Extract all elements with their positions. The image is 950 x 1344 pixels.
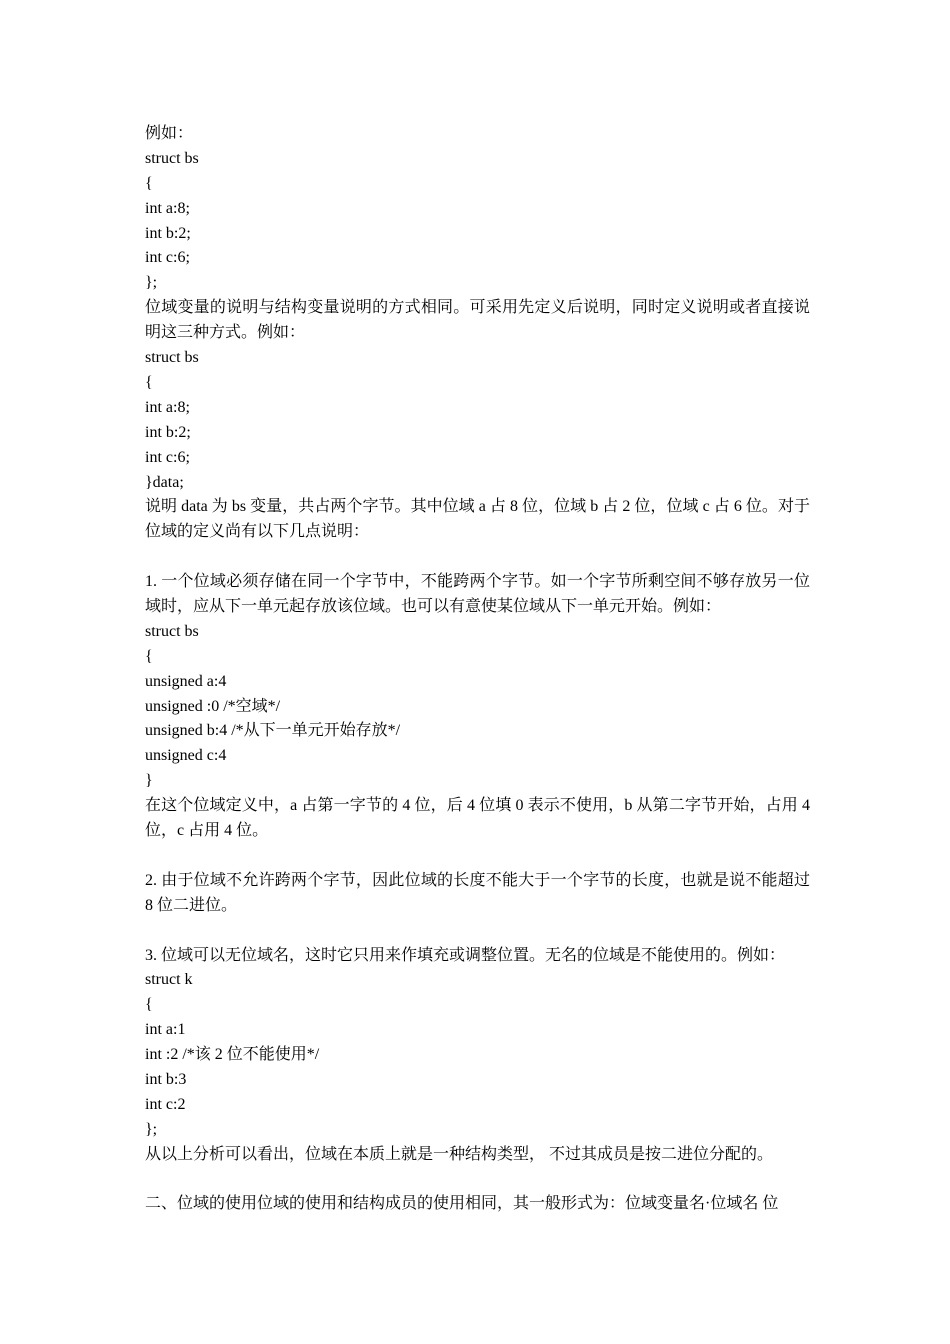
blank-line [145, 545, 810, 570]
code-line: { [145, 996, 153, 1014]
paragraph: 在这个位域定义中，a 占第一字节的 4 位，后 4 位填 0 表示不使用，b 从第二字节开始，占用 4 位，c 占用 4 位。 [145, 797, 810, 840]
code-line: { [145, 373, 153, 391]
code-line: int c:2 [145, 1095, 186, 1113]
text-line: 例如： [145, 125, 194, 142]
paragraph: 2. 由于位域不允许跨两个字节，因此位域的长度不能大于一个字节的长度，也就是说不能超过 8 位二进位。 [145, 871, 810, 914]
paragraph: 二、位域的使用位域的使用和结构成员的使用相同，其一般形式为：位域变量名·位域名 位 [145, 1195, 779, 1213]
blank-line [145, 1168, 810, 1193]
paragraph: 3. 位域可以无位域名，这时它只用来作填充或调整位置。无名的位域是不能使用的。例如： [145, 946, 786, 964]
code-line: unsigned a:4 [145, 672, 227, 690]
paragraph: 从以上分析可以看出，位域在本质上就是一种结构类型， 不过其成员是按二进位分配的。 [145, 1145, 774, 1163]
code-line: { [145, 647, 153, 665]
code-line: struct bs [145, 349, 199, 367]
code-line: int b:2; [145, 224, 191, 242]
code-line: }; [145, 274, 158, 292]
blank-line [145, 844, 810, 869]
paragraph: 1. 一个位域必须存储在同一个字节中，不能跨两个字节。如一个字节所剩空间不够存放另一位域时，应从下一单元起存放该位域。也可以有意使某位域从下一单元开始。例如： [145, 573, 810, 615]
code-line: int a:8; [145, 398, 190, 416]
paragraph: 说明 data 为 bs 变量，共占两个字节。其中位域 a 占 8 位，位域 b 占 2 位，位域 c 占 6 位。对于位域的定义尚有以下几点说明： [145, 498, 810, 541]
code-line: int :2 /*该 2 位不能使用*/ [145, 1046, 320, 1064]
code-line: int a:8; [145, 199, 190, 217]
code-line: { [145, 174, 153, 192]
code-line: struct bs [145, 622, 199, 640]
code-line: int c:6; [145, 448, 190, 466]
code-line: }; [145, 1120, 158, 1138]
code-line: unsigned c:4 [145, 747, 227, 765]
code-line: struct bs [145, 149, 199, 167]
code-line: struct k [145, 971, 193, 989]
blank-line [145, 919, 810, 944]
paragraph: 位域变量的说明与结构变量说明的方式相同。可采用先定义后说明，同时定义说明或者直接说明这三种方式。例如： [145, 299, 810, 342]
code-line: unsigned b:4 /*从下一单元开始存放*/ [145, 722, 401, 740]
code-line: } [145, 772, 153, 790]
code-line: int b:3 [145, 1071, 187, 1089]
code-line: int b:2; [145, 423, 191, 441]
code-line: unsigned :0 /*空域*/ [145, 697, 281, 715]
code-line: int c:6; [145, 249, 190, 267]
code-line: }data; [145, 473, 184, 491]
document-body [145, 122, 810, 1217]
code-line: int a:1 [145, 1021, 186, 1039]
